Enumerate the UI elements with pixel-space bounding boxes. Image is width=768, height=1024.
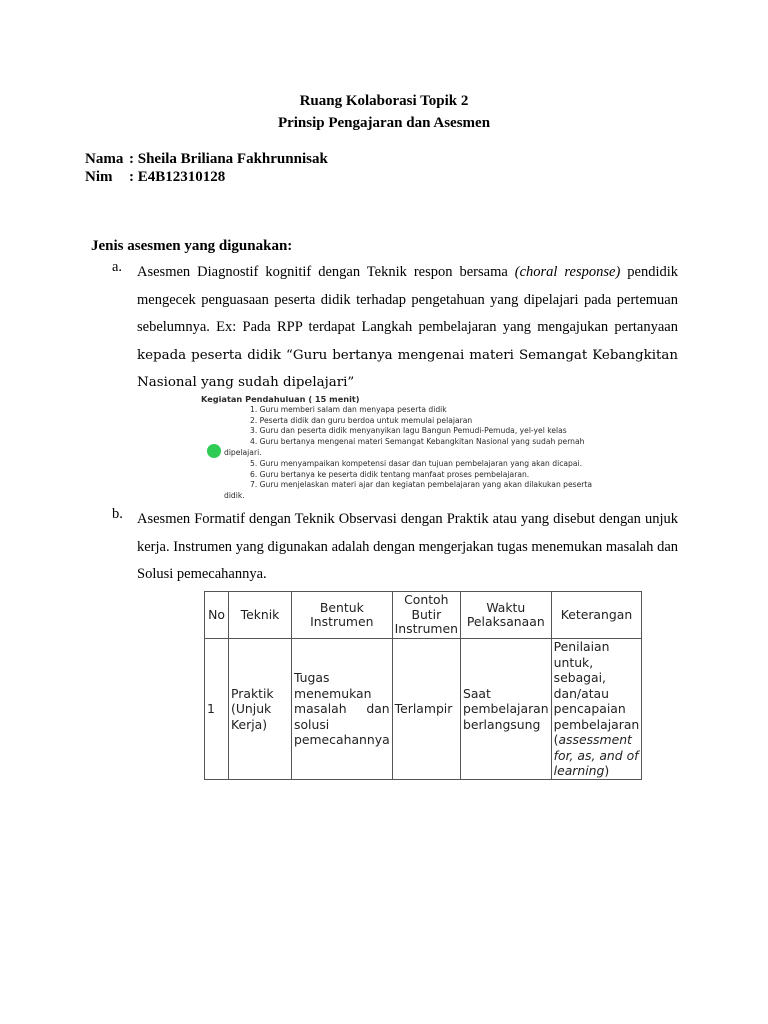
header-teknik: Teknik <box>229 592 292 639</box>
excerpt-line: 5. Guru menyampaikan kompetensi dasar dan tujuan pembelajaran yang akan dicapai. <box>250 458 583 468</box>
excerpt-line: 2. Peserta didik dan guru berdoa untuk memulai pelajaran <box>250 415 473 425</box>
header-waktu: Waktu Pelaksanaan <box>460 592 551 639</box>
nim-row <box>85 169 225 186</box>
name-value: : Sheila Briliana Fakhrunnisak <box>129 151 328 167</box>
item-a-quote: kepada peserta didik “Guru bertanya mengenai materi Semangat Kebangkitan Nasional yang sudah dipelajari” <box>137 347 678 390</box>
excerpt-line: 3. Guru dan peserta didik menyanyikan lagu Bangun Pemudi-Pemuda, yel-yel kelas <box>250 426 567 436</box>
item-a-text <box>137 259 678 397</box>
item-b-text: Asesmen Formatif dengan Teknik Observasi dengan Praktik atau yang disebut dengan unjuk kerja. Instrumen yang digunakan adalah dengan mengerjakan tugas menemukan masalah dan Solusi pemecahannya. <box>137 511 678 582</box>
keterangan-text: Penilaian untuk, sebagai, dan/atau pencapaian pembelajaran ( <box>553 639 640 747</box>
nim-label: Nim <box>85 169 113 185</box>
assessment-table-wrapper <box>204 591 642 780</box>
header-contoh: Contoh Butir Instrumen <box>392 592 460 639</box>
assessment-table <box>204 591 642 780</box>
header-keterangan: Keterangan <box>551 592 642 639</box>
rpp-excerpt-image <box>202 394 620 502</box>
excerpt-line: 4. Guru bertanya mengenai materi Semangat Kebangkitan Nasional yang sudah pernah <box>250 437 585 447</box>
cell-contoh: Terlampir <box>392 639 460 780</box>
excerpt-line: didik. <box>224 491 245 501</box>
item-a-italic: (choral response) <box>514 264 621 280</box>
excerpt-line: 1. Guru memberi salam dan menyapa peserta didik <box>250 404 447 414</box>
list-item-b <box>112 506 678 589</box>
document-subtitle: Prinsip Pengajaran dan Asesmen <box>277 115 491 131</box>
excerpt-line: 6. Guru bertanya ke peserta didik tentang manfaat proses pembelajaran. <box>250 469 530 479</box>
header-bentuk: Bentuk Instrumen <box>292 592 393 639</box>
keterangan-close: ) <box>604 763 610 778</box>
list-item-a <box>112 259 678 397</box>
keterangan-italic: assessment for, as, and of learning <box>553 732 639 778</box>
list-marker-a: a. <box>112 259 123 275</box>
item-a-text-part2: pendidik mengecek penguasaan peserta didik terhadap pengetahuan yang dipelajari pada pertemuan sebelumnya. Ex: Pada RPP terdapat Langkah pembelajaran yang mengajukan pertanyaan <box>137 264 679 335</box>
excerpt-line: dipelajari. <box>224 447 262 457</box>
list-marker-b: b. <box>112 506 123 522</box>
document-title: Ruang Kolaborasi Topik 2 <box>299 93 469 109</box>
excerpt-line: 7. Guru menjelaskan materi ajar dan kegiatan pembelajaran yang akan dilakukan peserta <box>250 480 593 490</box>
header-no: No <box>205 592 229 639</box>
section-heading: Jenis asesmen yang digunakan: <box>91 238 293 254</box>
cell-no: 1 <box>205 639 229 780</box>
cell-bentuk: Tugas menemukan masalah dan solusi pemecahannya <box>292 639 393 780</box>
item-a-text-part1: Asesmen Diagnostif kognitif dengan Teknik respon bersama <box>137 264 515 280</box>
cell-teknik: Praktik (Unjuk Kerja) <box>229 639 292 780</box>
table-header-row <box>205 592 642 639</box>
table-row <box>205 639 642 780</box>
name-row <box>85 151 328 168</box>
name-label: Nama <box>85 151 124 167</box>
cell-keterangan <box>551 639 642 780</box>
nim-value: : E4B12310128 <box>129 169 226 185</box>
cell-waktu: Saat pembelajaran berlangsung <box>460 639 551 780</box>
excerpt-title: Kegiatan Pendahuluan ( 15 menit) <box>201 394 360 404</box>
